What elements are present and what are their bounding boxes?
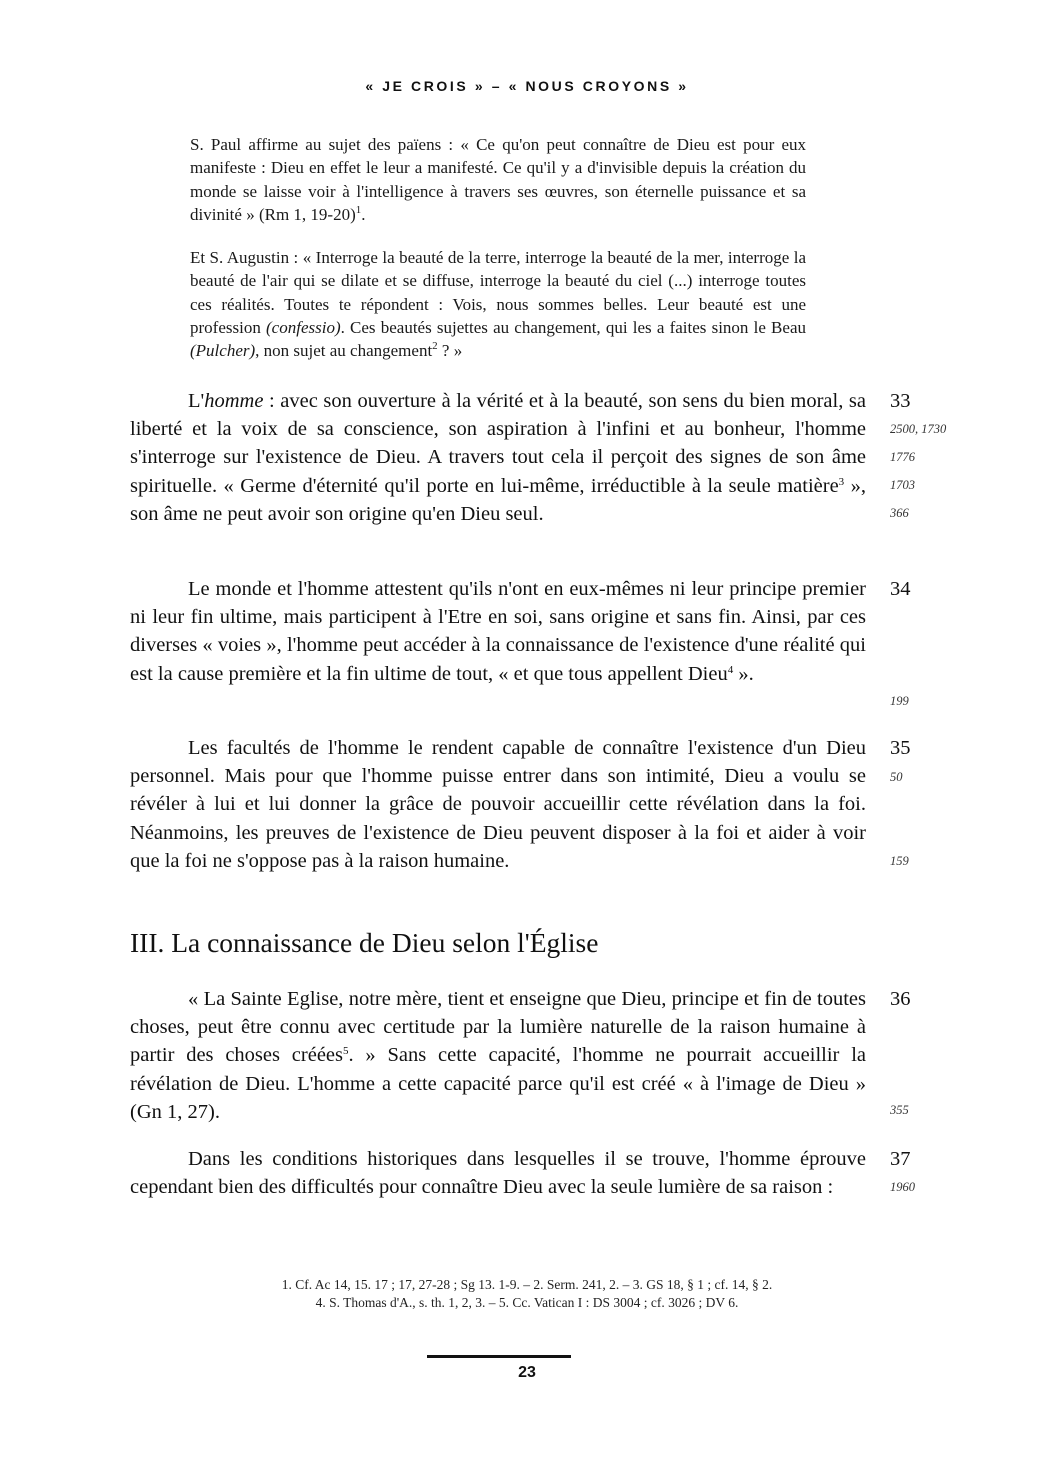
paragraph-text: Les facultés de l'homme le rendent capable de connaître l'existence d'un Dieu personnel. Mais pour que l'homme puisse entrer dans son intimité, Dieu a voulu se révéler à lui et lui donner la grâce de pouvoir accueillir cette révélation dans la foi. Néanmoins, les preuves de l'existence de Dieu peuvent disposer à la foi et aider à voir que la foi ne s'oppose pas à la raison humaine.: [130, 737, 866, 872]
quote-text: S. Paul affirme au sujet des païens : « Ce qu'on peut connaître de Dieu est pour eux manifeste : Dieu en effet le leur a manifesté. Ce qu'il y a d'invisible depuis la création du monde se laisse voir à l'intelligence à travers ses œuvres, son éternelle puissance et sa divinité » (Rm 1, 19-20): [190, 135, 806, 224]
cross-reference[interactable]: 1960: [890, 1180, 915, 1194]
paragraph-number-35: 35: [890, 737, 911, 759]
paragraph-number-37: 37: [890, 1148, 911, 1170]
section-heading: III. La connaissance de Dieu selon l'Église: [130, 927, 599, 958]
quote-saint-paul: [190, 133, 806, 226]
footnote-line: 4. S. Thomas d'A., s. th. 1, 2, 3. – 5. Cc. Vatican I : DS 3004 ; cf. 3026 ; DV 6.: [315, 1295, 739, 1310]
cross-reference[interactable]: 159: [890, 854, 909, 868]
footnote-marker[interactable]: 3: [838, 475, 845, 488]
cross-reference[interactable]: 2500, 1730: [890, 422, 947, 436]
paragraph-text: : avec son ouverture à la vérité et à la beauté, son sens du bien moral, sa liberté et la voix de sa conscience, son aspiration à l'infini et au bonheur, l'homme s'interroge sur l'existence de Dieu. A travers tout cela il perçoit des signes de son âme spirituelle. « Germe d'éternité qu'il porte en lui-même, irréductible à la seule matière: [130, 390, 866, 497]
page-number: 23: [518, 1364, 536, 1381]
quote-text: , non sujet au changement: [255, 341, 433, 361]
page-number-rule: [427, 1355, 571, 1358]
paragraph-text: « La Sainte Eglise, notre mère, tient et enseigne que Dieu, principe et fin de toutes choses, peut être connu avec certitude par la lumière naturelle de la raison humaine à partir des choses créées: [130, 988, 866, 1067]
cross-reference[interactable]: 50: [890, 770, 903, 784]
latin-term: (Pulcher): [190, 341, 256, 361]
latin-term: (confessio): [266, 317, 341, 337]
footnote-line: 1. Cf. Ac 14, 15. 17 ; 17, 27-28 ; Sg 13. 1-9. – 2. Serm. 241, 2. – 3. GS 18, § 1 ; cf. 14, § 2.: [281, 1277, 773, 1292]
footnote-marker[interactable]: 1: [355, 203, 362, 216]
footnote-marker[interactable]: 5: [343, 1045, 349, 1058]
paragraph-text: . » Sans cette capacité, l'homme ne pourrait accueillir la révélation de Dieu. L'homme a cette capacité parce qu'il est créé « à l'image de Dieu » (Gn 1, 27).: [130, 1044, 866, 1123]
footnote-marker[interactable]: 4: [727, 663, 734, 676]
cross-reference[interactable]: 366: [890, 506, 909, 520]
paragraph-number-36: 36: [890, 988, 911, 1010]
paragraph-33: [130, 387, 866, 528]
quote-text: .: [361, 204, 366, 224]
paragraph-number-33: 33: [890, 390, 911, 412]
paragraph-text: », son âme ne peut avoir son origine qu'en Dieu seul.: [130, 474, 866, 525]
footnote-marker[interactable]: 2: [432, 340, 438, 353]
paragraph-text: L': [188, 390, 205, 412]
footnotes: [0, 1276, 1054, 1312]
running-head: « JE CROIS » – « NOUS CROYONS »: [365, 78, 689, 94]
paragraph-text: ».: [733, 662, 754, 685]
paragraph-36: [130, 985, 866, 1126]
paragraph-34: [130, 575, 866, 688]
emphasis-homme: homme: [204, 390, 264, 412]
paragraph-37: [130, 1145, 866, 1201]
paragraph-35: [130, 734, 866, 875]
cross-reference[interactable]: 1776: [890, 450, 915, 464]
quote-text: Et S. Augustin : « Interroge la beauté de la terre, interroge la beauté de la mer, interroge la beauté de l'air qui se dilate et se diffuse, interroge la beauté du ciel (...) interroge toutes ces réalités. Toutes te répondent : Vois, nous sommes belles. Leur beauté est une profession: [190, 248, 806, 337]
quote-saint-augustin: [190, 246, 806, 362]
quote-text: . Ces beautés sujettes au changement, qui les a faites sinon le Beau: [340, 317, 806, 337]
cross-reference[interactable]: 355: [890, 1103, 909, 1117]
cross-reference[interactable]: 199: [890, 694, 909, 708]
paragraph-text: Le monde et l'homme attestent qu'ils n'ont en eux-mêmes ni leur principe premier ni leur fin ultime, mais participent à l'Etre en soi, sans origine et sans fin. Ainsi, par ces diverses « voies », l'homme peut accéder à la connaissance de l'existence d'une réalité qui est la cause première et la fin ultime de tout, « et que tous appellent Dieu: [130, 578, 866, 685]
paragraph-text: Dans les conditions historiques dans lesquelles il se trouve, l'homme éprouve cependant bien des difficultés pour connaître Dieu avec la seule lumière de sa raison :: [130, 1148, 866, 1199]
quote-text: ? »: [437, 341, 463, 361]
cross-reference[interactable]: 1703: [890, 478, 915, 492]
paragraph-number-34: 34: [890, 578, 911, 600]
